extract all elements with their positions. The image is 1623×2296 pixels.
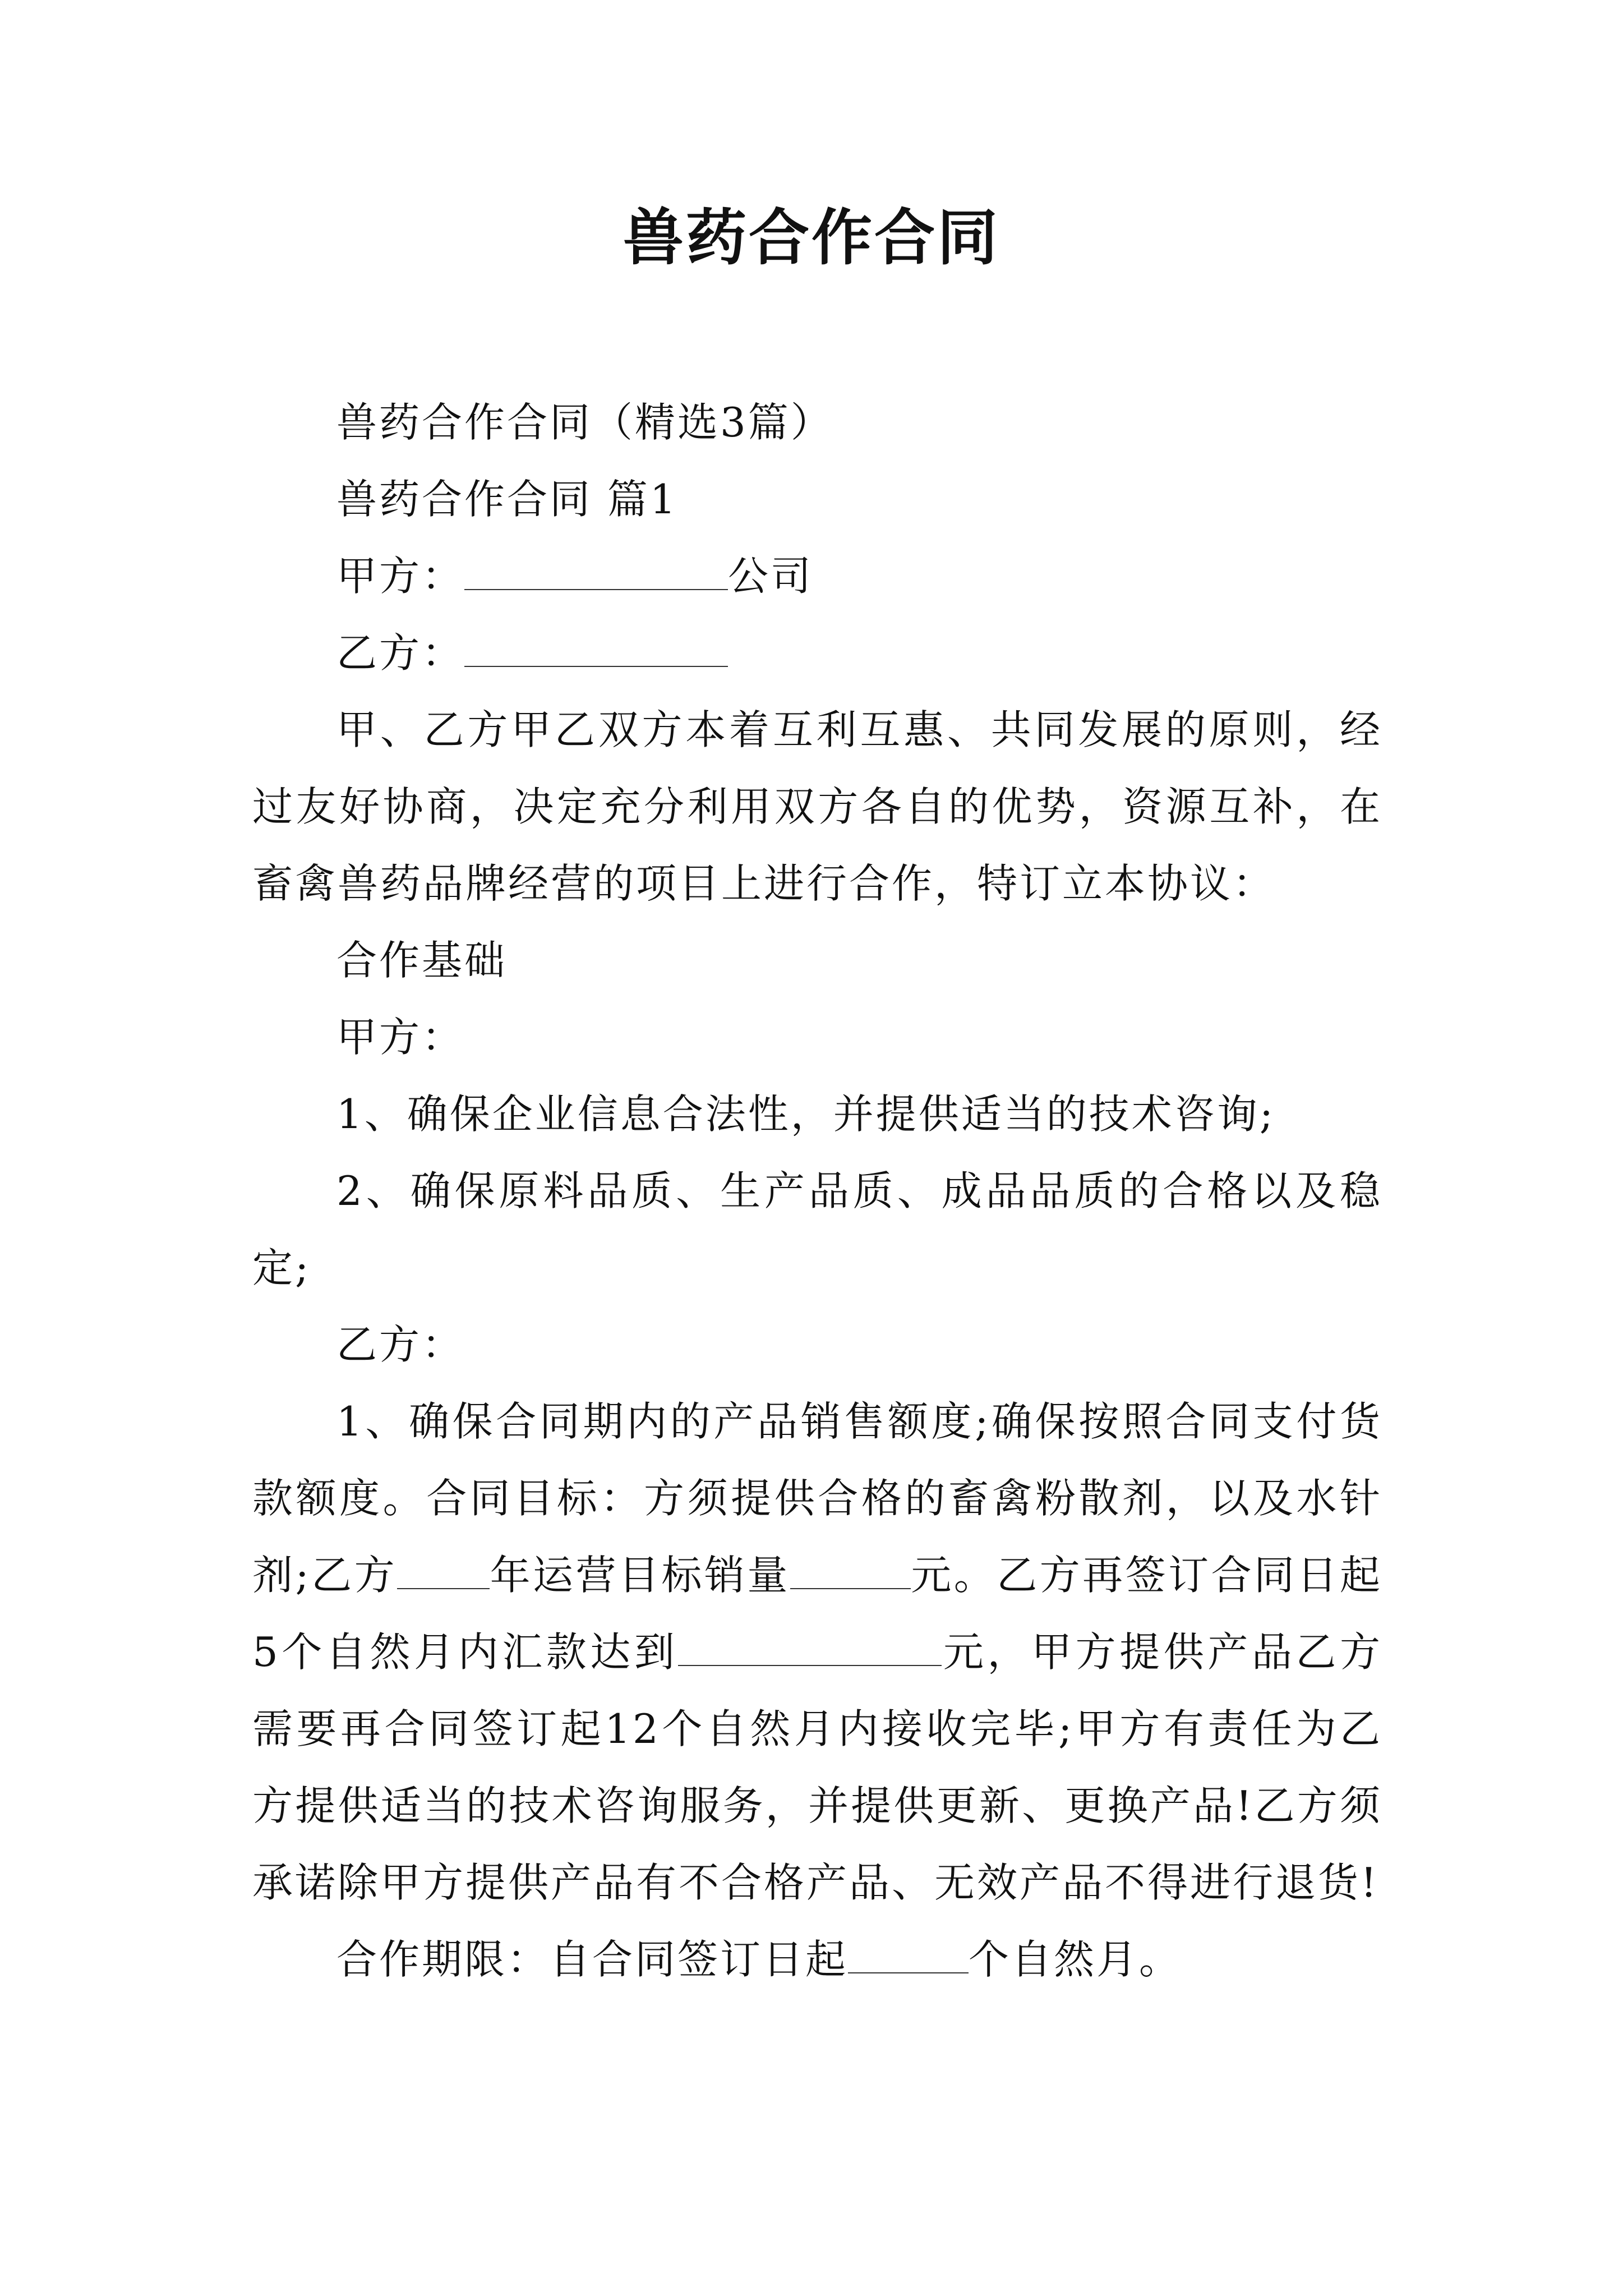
subtitle: 兽药合作合同（精选3篇） (336, 399, 833, 446)
party-a-suffix: 公司 (728, 553, 814, 600)
basis-heading: 合作基础 (336, 937, 508, 984)
term-text-2: 个自然月。 (969, 1936, 1182, 1983)
party-b-item-1-text-2: 年运营目标销量 (490, 1552, 790, 1599)
term-paragraph (252, 1921, 1382, 1998)
party-b-item-1-text-4: 元，甲方提供产品乙方需要再合同签订起12个自然月内接收完毕;甲方有责任为乙方提供适当的技术咨询服务，并提供更新、更换产品!乙方须承诺除甲方提供产品有不合格产品、无效产品不得进行退货! (252, 1628, 1382, 1906)
section-heading: 兽药合作合同 篇1 (336, 476, 678, 523)
term-months-blank (848, 1941, 969, 1973)
document-title: 兽药合作合同 (623, 203, 1000, 273)
party-a-item-2: 2、确保原料品质、生产品质、成品品质的合格以及稳定; (252, 1167, 1382, 1291)
remittance-amount-blank (678, 1634, 942, 1666)
basis-party-b: 乙方： (336, 1321, 465, 1368)
party-a-label: 甲方： (336, 553, 465, 600)
party-a-line (252, 538, 1382, 615)
intro-paragraph: 甲、乙方甲乙双方本着互利互惠、共同发展的原则，经过友好协商，决定充分利用双方各自的优势，资源互补，在畜禽兽药品牌经营的项目上进行合作，特订立本协议： (252, 706, 1382, 907)
party-a-blank (464, 558, 728, 590)
years-blank (397, 1557, 490, 1589)
party-b-blank (464, 634, 728, 667)
term-text-1: 合作期限：自合同签订日起 (336, 1936, 849, 1983)
party-b-item-1 (252, 1383, 1382, 1921)
basis-party-a: 甲方： (336, 1014, 465, 1061)
party-b-label: 乙方： (336, 629, 465, 677)
party-a-item-1: 1、确保企业信息合法性，并提供适当的技术咨询; (336, 1091, 1276, 1138)
party-b-item-1-text-1: 1、确保合同期内的产品销售额度;确保按照合同支付货款额度。合同目标：方须提供合格的畜禽粉散剂，以及水针剂;乙方 (252, 1398, 1382, 1599)
party-b-line (252, 615, 1382, 692)
document-body (252, 384, 1382, 1998)
sales-target-blank (790, 1557, 911, 1589)
party-b-item-1-text-3: 元。乙方再签订合同日起5个自然月内汇款达到 (252, 1552, 1382, 1676)
